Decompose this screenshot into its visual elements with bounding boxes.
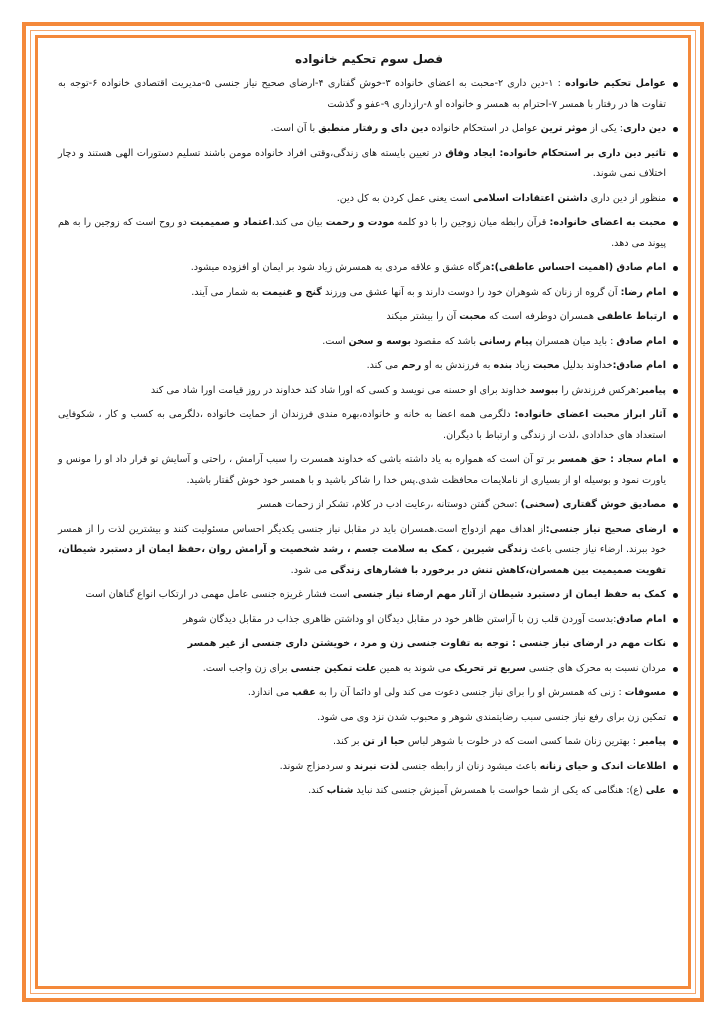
bold-text-run: سریع تر تحریک: [454, 662, 526, 674]
text-run: دلگرمی همه اعضا به خانه و خانواده،بهره مندی فرزندان از حمایت خانواده ،دلگرمی به کسب و کار ، شکوفایی استعداد های خدادادی ،لذت از زندگی و ارتباط با دیگران.: [58, 409, 666, 441]
bold-text-run: دین دای و رفتار منطبق: [318, 123, 429, 134]
bold-text-run: مسوفات: [624, 687, 666, 698]
list-item: [58, 307, 680, 328]
bold-text-run: شتاب: [326, 785, 354, 796]
bold-text-run: رحم: [401, 360, 422, 371]
bold-text-run: زندگی شیرین: [462, 544, 528, 555]
list-item: [58, 659, 680, 680]
list-item: [58, 732, 680, 753]
text-run: باشد که مقصود: [410, 335, 480, 347]
list-item: [58, 144, 680, 185]
document-body: [58, 48, 680, 806]
text-run: (ع): هنگامی که یکی از شما خواست با همسرش آمیزش جنسی کند نباید: [353, 785, 646, 796]
list-item: [58, 520, 680, 582]
list-item: [58, 119, 680, 140]
text-run: می شوند به همین: [376, 662, 455, 674]
bold-text-run: ارضای صحیح نیاز جنسی:: [545, 523, 666, 535]
bold-text-run: امام رضا:: [620, 286, 666, 298]
list-item: [58, 381, 680, 402]
list-item: [58, 332, 680, 353]
text-run: تمکین زن برای رفع نیاز جنسی سبب رضایتمندی شوهر و محبوب شدن نزد وی می شود.: [317, 711, 666, 723]
text-run: : یکی از: [587, 123, 623, 134]
bold-text-run: بنده: [493, 360, 513, 371]
bold-text-run: موثر ترین: [540, 123, 588, 134]
text-run: :بدست آوردن قلب زن با آراستن ظاهر خود در مقابل دیدگان او وداشتن ظاهری جذاب در مقابل دیدگان شوهر: [183, 613, 617, 625]
list-item: [58, 683, 680, 704]
text-run: دو روح است که زوجین را به هم پیوند می دهد.: [58, 217, 666, 249]
text-run: با آن است.: [270, 123, 319, 134]
bold-text-run: امام صادق (اهمیت احساس عاطفی):: [490, 262, 666, 273]
bold-text-run: آثار ابراز محبت اعضای خانواده:: [514, 409, 666, 420]
text-run: بر تو آن است که همواره به یاد داشته باشی که خداوند همسرت را سبب آرامش ، راحتی و آسایش تو قرار داد او را مونس و یاورت نمود و بوسیله او از بسیاری از ناملایمات محافظت شدی.پس خدا را شاکر باشید و با همسر خود خوش گفتار باشید.: [58, 454, 666, 486]
text-run: :سخن گفتن دوستانه ،رعایت ادب در کلام، تشکر از زحمات همسر: [257, 499, 521, 510]
text-run: از اهداف مهم ازدواج است.همسران باید در مقابل نیاز جنسی یکدیگر احساس مسئولیت کنند و بیشترین لذت را از همسر خود ببرند. ارضاء نیاز جنسی باعث: [58, 523, 666, 555]
bold-text-run: پیامبر: [639, 736, 666, 747]
list-item: [58, 213, 680, 254]
bold-text-run: ارتباط عاطفی: [596, 311, 666, 322]
text-run: : زنی که همسرش او را برای نیاز جنسی دعوت می کند ولی او دائما آن را به: [315, 687, 625, 698]
list-item: [58, 634, 680, 655]
text-run: می کند.: [366, 360, 402, 371]
list-item: [58, 189, 680, 210]
text-run: می اندازد.: [247, 687, 293, 698]
list-item: [58, 495, 680, 516]
bold-text-run: کمک به حفظ ایمان از دستبرد شیطان: [489, 589, 666, 600]
bold-text-run: تاثیر دین داری بر استحکام خانواده: ایجاد وفاق: [445, 147, 667, 159]
bold-text-run: مودت و رحمت: [325, 217, 395, 228]
text-run: :هرکس فرزندش را: [558, 384, 640, 396]
text-run: : ۱-دین داری ۲-محبت به اعضای خانواده ۳-خوش گفتاری ۴-ارضای صحیح نیاز جنسی ۵-مدیریت اقتصادی خانواده ۶-توجه به تفاوت ها در رفتار با همسر ۷-احترام به همسر و خانواده او ۸-رازداری ۹-عفو و گذشت: [58, 78, 666, 110]
bold-text-run: نکات مهم در ارضای نیاز جنسی : توجه به تفاوت جنسی زن و مرد ، خویشتن داری جنسی از غیر همسر: [187, 638, 666, 649]
list-item: [58, 74, 680, 115]
text-run: آن را بیشتر میکند: [386, 311, 460, 322]
text-run: قرآن رابطه میان زوجین را با دو کلمه: [394, 217, 550, 228]
bold-text-run: ببوسد: [529, 384, 559, 396]
text-run: به شمار می آیند.: [191, 286, 262, 298]
bullet-list: [58, 74, 680, 802]
bold-text-run: محبت به اعضای خانواده:: [549, 217, 666, 228]
text-run: : باید میان همسران: [532, 335, 617, 347]
text-run: : بهترین زنان شما کسی است که در خلوت با شوهر لباس: [404, 736, 640, 747]
bold-text-run: بوسه و سخن: [348, 335, 411, 347]
bold-text-run: گنج و غنیمت: [261, 286, 322, 298]
text-run: باعث میشود زنان از رابطه جنسی: [398, 760, 540, 772]
list-item: [58, 258, 680, 279]
list-item: [58, 356, 680, 377]
list-item: [58, 450, 680, 491]
text-run: می شود.: [290, 564, 331, 576]
list-item: [58, 757, 680, 778]
bold-text-run: اعتماد و صمیمیت: [189, 217, 272, 228]
text-run: منظور از دین داری: [587, 192, 666, 204]
list-item: [58, 781, 680, 802]
text-run: برای زن واجب است.: [202, 662, 291, 674]
bold-text-run: محبت: [459, 311, 487, 322]
bold-text-run: داشتن اعتقادات اسلامی: [473, 192, 588, 204]
bold-text-run: امام سجاد : حق همسر: [558, 454, 666, 465]
bold-text-run: پیام رسانی: [479, 335, 533, 347]
bold-text-run: لذت نبرند: [354, 760, 399, 772]
bold-text-run: مصادیق خوش گفتاری (سخنی): [520, 499, 666, 510]
list-item: [58, 405, 680, 446]
text-run: و سردمزاج شوند.: [279, 760, 355, 772]
text-run: ،: [453, 544, 463, 555]
bold-text-run: امام صادق: [616, 335, 666, 347]
bold-text-run: امام صادق:: [612, 360, 666, 371]
text-run: آن گروه از زنان که شوهران خود را دوست دارند و به آنها عشق می ورزند: [321, 286, 621, 298]
text-run: بیان می کند.: [271, 217, 326, 228]
list-item: [58, 283, 680, 304]
text-run: بر کند.: [332, 736, 363, 747]
bold-text-run: امام صادق: [616, 613, 666, 625]
text-run: کند.: [308, 785, 327, 796]
bold-text-run: اطلاعات اندک و حیای زنانه: [539, 760, 666, 772]
bold-text-run: محبت: [532, 360, 560, 371]
text-run: زیاد: [512, 360, 533, 371]
list-item: [58, 708, 680, 729]
bold-text-run: عوامل تحکیم خانواده: [565, 78, 666, 89]
text-run: است.: [322, 335, 349, 347]
bold-text-run: علت تمکین جنسی: [290, 662, 377, 674]
list-item: [58, 610, 680, 631]
text-run: در تعیین بایسته های زندگی،وقتی افراد خانواده مومن باشند تسلیم دستورات الهی هستند و دچار اختلاف نمی شوند.: [58, 147, 666, 179]
text-run: از: [475, 589, 490, 600]
page-title: فصل سوم تحکیم خانواده: [294, 52, 444, 66]
text-run: به فرزندش به او: [421, 360, 494, 371]
bold-text-run: عقب: [292, 687, 316, 698]
list-item: [58, 585, 680, 606]
bold-text-run: علی: [645, 785, 666, 796]
text-run: مردان نسبت به محرک های جنسی: [525, 662, 666, 674]
bold-text-run: کمک به سلامت جسم ، رشد شخصیت و آرامش روان ،حفظ ایمان از دستبرد شیطان، تقویت صمیمیت بین همسران،کاهش تنش در برخورد با فشارهای زندگی: [58, 544, 666, 576]
bold-text-run: حیا از تن: [362, 736, 405, 747]
text-run: خداوند برای او حسنه می نویسد و کسی که اورا شاد کند خداوند در روز قیامت اورا شاد می کند: [150, 384, 530, 396]
text-run: همسران دوطرفه است که: [486, 311, 597, 322]
text-run: عوامل در استحکام خانواده: [428, 123, 541, 134]
text-run: هرگاه عشق و علاقه مردی به همسرش زیاد شود بر ایمان او افزوده میشود.: [190, 262, 491, 273]
bold-text-run: پیامبر: [639, 384, 666, 396]
bold-text-run: دین داری: [622, 123, 666, 134]
text-run: است یعنی عمل کردن به کل دین.: [336, 192, 474, 204]
bold-text-run: آثار مهم ارضاء نیاز جنسی: [352, 589, 476, 600]
text-run: است فشار غریزه جنسی عامل مهمی در ارتکاب انواع گناهان است: [85, 589, 353, 600]
text-run: خداوند بدلیل: [559, 360, 613, 371]
